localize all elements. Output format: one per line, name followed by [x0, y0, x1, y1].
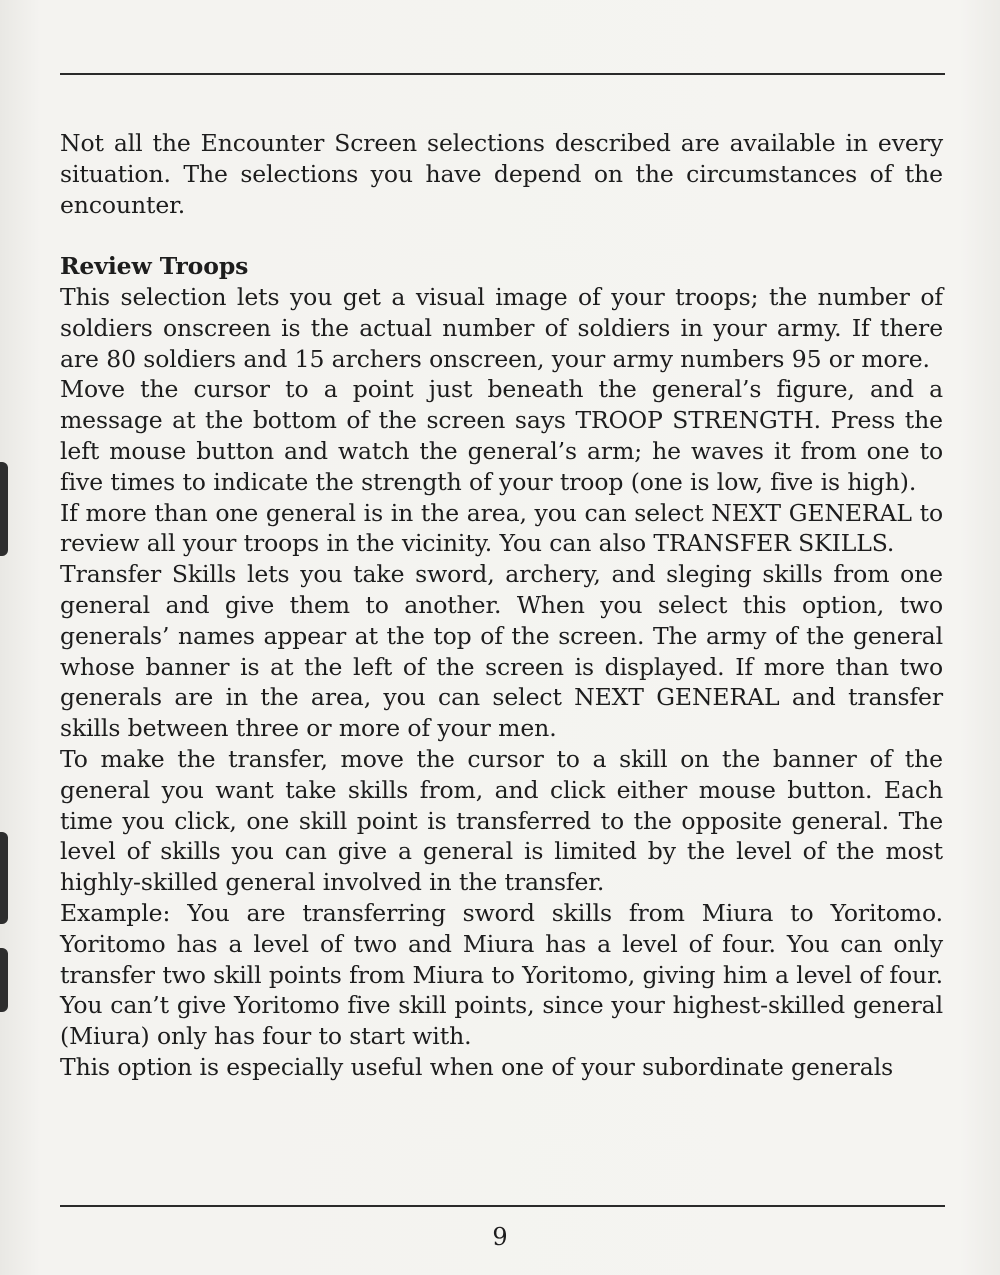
body-paragraph: Example: You are transferring sword skills from Miura to Yoritomo. Yoritomo has a level of two and Miura has a level of four. You can only transfer two skill points from Miura to Yoritomo, giving him a level of four. You can’t give Yoritomo five skill points, since your highest-skilled general (Miura) only has four to start with. [60, 898, 943, 1051]
body-paragraph: Move the cursor to a point just beneath the general’s figure, and a message at the bottom of the screen says TROOP STRENGTH. Press the left mouse button and watch the general’s arm; he waves it from one to five times to indicate the strength of your troop (one is low, five is high). [60, 375, 943, 496]
page-body [60, 128, 943, 1083]
intro-paragraph: Not all the Encounter Screen selections described are available in every situation. The selections you have depend on the circumstances of the encounter. [60, 129, 943, 219]
bottom-rule [60, 1205, 945, 1207]
body-paragraph: To make the transfer, move the cursor to a skill on the banner of the general you want take skills from, and click either mouse button. Each time you click, one skill point is transferred to the opposite general. The level of skills you can give a general is limited by the level of the most highly-skilled general involved in the transfer. [60, 744, 943, 897]
body-paragraph: If more than one general is in the area, you can select NEXT GENERAL to review all your troops in the vicinity. You can also TRANSFER SKILLS. [60, 498, 943, 558]
body-paragraph: Transfer Skills lets you take sword, archery, and sleging skills from one general and give them to another. When you select this option, two generals’ names appear at the top of the screen. The army of the general whose banner is at the left of the screen is displayed. If more than two generals are in the area, you can select NEXT GENERAL and transfer skills between three or more of your men. [60, 560, 943, 743]
section-heading: Review Troops [60, 252, 249, 281]
paragraph-gap [60, 220, 943, 251]
binder-mark [0, 948, 8, 1012]
page-number: 9 [492, 1223, 508, 1251]
top-rule [60, 73, 945, 75]
body-paragraph: This option is especially useful when one of your subordinate generals [60, 1052, 894, 1081]
binder-mark [0, 462, 8, 556]
binder-mark [0, 832, 8, 924]
body-paragraph: This selection lets you get a visual image of your troops; the number of soldiers onscreen is the actual number of soldiers in your army. If there are 80 soldiers and 15 archers onscreen, your army numbers 95 or more. [60, 282, 943, 373]
